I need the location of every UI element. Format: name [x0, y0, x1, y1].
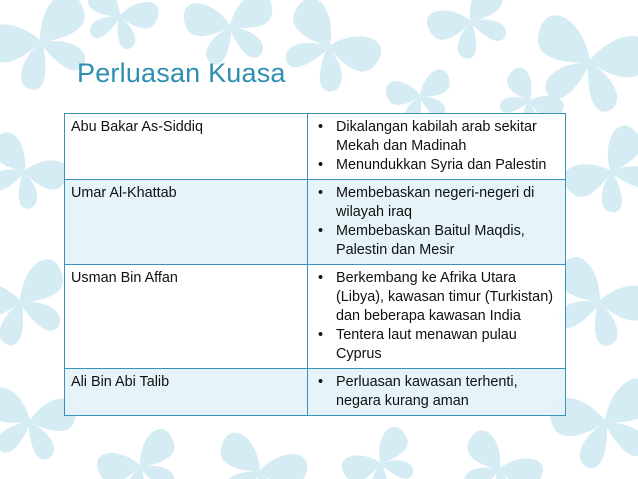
caliph-name-cell: Umar Al-Khattab	[65, 180, 308, 265]
bullet-point: • Perluasan kawasan terhenti, negara kurang aman	[314, 373, 559, 411]
slide-title: Perluasan Kuasa	[77, 58, 286, 88]
bullet-point: • Membebaskan negeri-negeri di wilayah iraq	[314, 184, 559, 222]
bullet-point: • Menundukkan Syria dan Palestin	[314, 156, 559, 175]
table-row	[65, 369, 566, 416]
expansion-table	[64, 113, 566, 416]
table-row	[65, 114, 566, 180]
caliph-name-cell: Abu Bakar As-Siddiq	[65, 114, 308, 180]
bullet-point: • Membebaskan Baitul Maqdis, Palestin dan Mesir	[314, 222, 559, 260]
table-row	[65, 180, 566, 265]
bullet-point: • Dikalangan kabilah arab sekitar Mekah dan Madinah	[314, 118, 559, 156]
expansion-points-cell	[308, 114, 566, 180]
bullet-list	[314, 269, 559, 364]
bullet-list	[314, 118, 559, 175]
bullet-point: • Berkembang ke Afrika Utara (Libya), kawasan timur (Turkistan) dan beberapa kawasan India	[314, 269, 559, 326]
bullet-point: • Tentera laut menawan pulau Cyprus	[314, 326, 559, 364]
caliph-name-cell: Usman Bin Affan	[65, 265, 308, 369]
expansion-points-cell	[308, 369, 566, 416]
caliph-name-cell: Ali Bin Abi Talib	[65, 369, 308, 416]
expansion-points-cell	[308, 265, 566, 369]
bullet-list	[314, 184, 559, 260]
expansion-points-cell	[308, 180, 566, 265]
table-row	[65, 265, 566, 369]
bullet-list	[314, 373, 559, 411]
